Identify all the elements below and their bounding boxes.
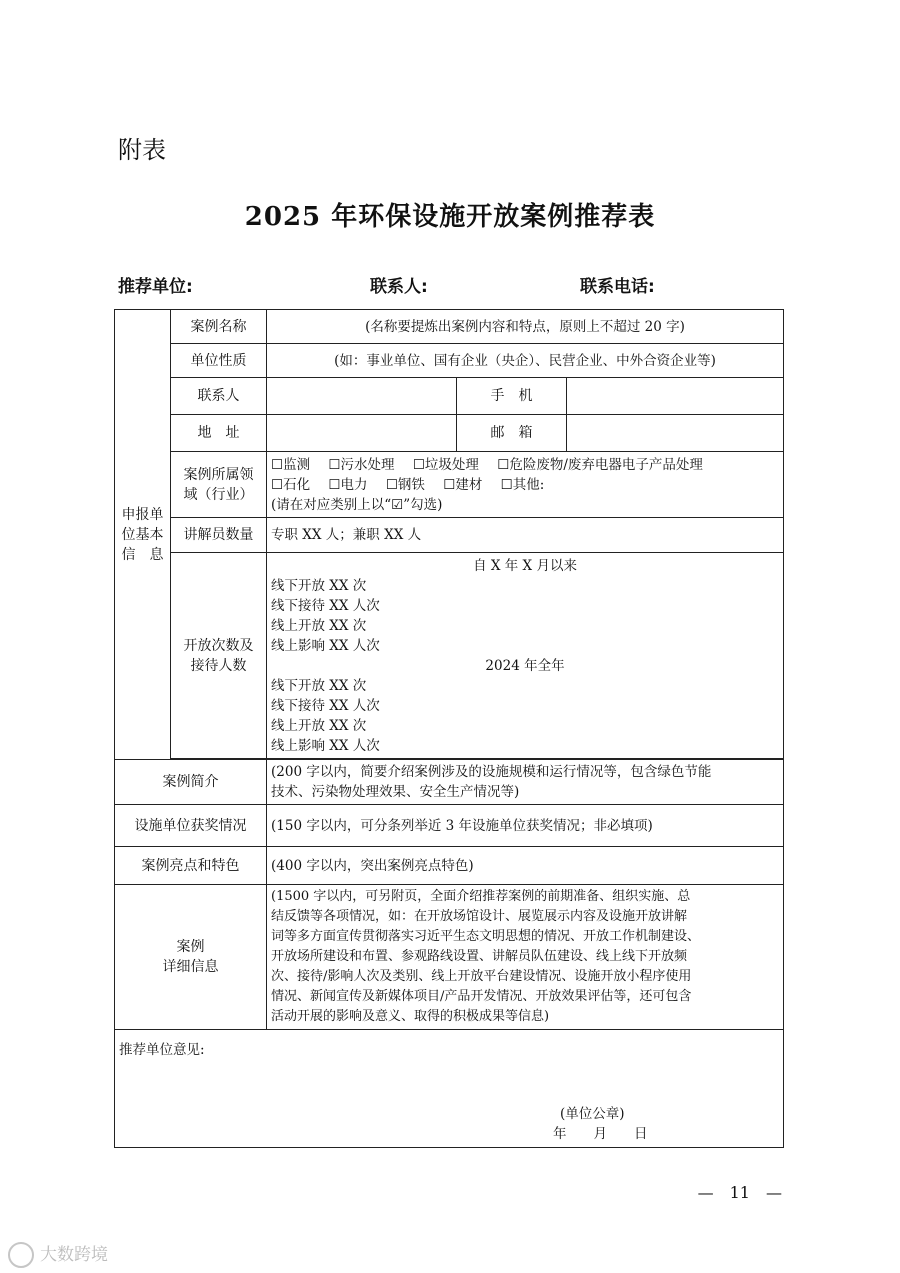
opinion-label: 推荐单位意见: [119,1042,205,1058]
awards-label: 设施单位获奖情况 [115,805,267,847]
case-name-field[interactable]: (名称要提炼出案例内容和特点，原则上不超过 20 字) [267,310,784,344]
visits-year-line: 线上开放 XX 次 [271,717,367,734]
recommendation-form-table [114,309,784,1148]
checkbox-steel[interactable]: ☐钢铁 [385,476,425,493]
details-hint-line: 词等多方面宣传贯彻落实习近平生态文明思想的情况、开放工作机制建设、 [271,929,701,944]
unit-type-field[interactable]: (如：事业单位、国有企业（央企）、民营企业、中外合资企业等) [267,344,784,378]
details-hint-line: 情况、新闻宣传及新媒体项目/产品开发情况、开放效果评估等，还可包含 [271,989,692,1004]
details-hint-line: 开放场所建设和布置、参观路线设置、讲解员队伍建设、线上线下开放频 [271,949,688,964]
checkbox-hazardous-waste[interactable]: ☐危险废物/废弃电器电子产品处理 [497,456,703,473]
email-field[interactable] [567,415,784,452]
domain-options [267,452,784,518]
details-hint-line: 次、接待/影响人次及类别、线上开放平台建设情况、设施开放小程序使用 [271,969,692,984]
guides-label: 讲解员数量 [171,518,267,553]
section-basic-info-label: 申报单 位基本 信 息 [115,310,171,760]
email-label: 邮 箱 [457,415,567,452]
unit-type-label: 单位性质 [171,344,267,378]
checkbox-petrochemical[interactable]: ☐石化 [271,476,311,493]
details-hint-line: 结反馈等各项情况，如：在开放场馆设计、展览展示内容及设施开放讲解 [271,909,688,924]
intro-field[interactable] [267,760,784,805]
visits-since-line: 线下开放 XX 次 [271,577,367,594]
case-name-label: 案例名称 [171,310,267,344]
details-label: 案例 详细信息 [115,885,267,1030]
checkbox-monitoring[interactable]: ☐监测 [271,456,311,473]
checkbox-garbage[interactable]: ☐垃圾处理 [412,456,479,473]
visits-year-line: 线下开放 XX 次 [271,677,367,694]
visits-field[interactable] [267,553,784,759]
awards-field[interactable]: (150 字以内，可分条列举近 3 年设施单位获奖情况；非必填项) [267,805,784,847]
seal-label: (单位公章) [560,1106,625,1122]
contact-person-label: 联系人: [370,277,428,297]
mobile-field[interactable] [567,378,784,415]
contact-phone-label: 联系电话: [580,277,655,297]
checkbox-building-materials[interactable]: ☐建材 [443,476,483,493]
domain-options-row-2 [271,475,779,495]
contact-label: 联系人 [171,378,267,415]
opinion-field[interactable] [115,1030,784,1148]
recommending-unit-label: 推荐单位: [118,277,193,297]
visits-since-line: 线下接待 XX 人次 [271,597,380,614]
checkbox-wastewater[interactable]: ☐污水处理 [328,456,395,473]
intro-label: 案例简介 [115,760,267,805]
address-label: 地 址 [171,415,267,452]
mobile-label: 手 机 [457,378,567,415]
visits-label: 开放次数及 接待人数 [171,553,267,759]
visits-since-line: 线上开放 XX 次 [271,617,367,634]
details-field[interactable] [267,885,784,1030]
contact-field[interactable] [267,378,457,415]
watermark: 大数跨境 [8,1240,108,1268]
visits-year-line: 线上影响 XX 人次 [271,737,380,754]
details-hint-line: (1500 字以内，可另附页，全面介绍推荐案例的前期准备、组织实施、总 [271,889,691,904]
details-hint-line: 活动开展的影响及意义、取得的积极成果等信息) [271,1009,550,1024]
page-number: — 11 — [697,1183,782,1202]
visits-since-heading: 自 X 年 X 月以来 [473,557,577,574]
intro-hint-line: (200 字以内，简要介绍案例涉及的设施规模和运行情况等，包含绿色节能 [271,764,712,780]
address-field[interactable] [267,415,457,452]
checkbox-power[interactable]: ☐电力 [328,476,368,493]
visits-year-line: 线下接待 XX 人次 [271,697,380,714]
domain-label: 案例所属领 域（行业） [171,452,267,518]
attachment-label: 附表 [118,136,166,164]
highlights-label: 案例亮点和特色 [115,847,267,885]
date-label: 年 月 日 [553,1126,648,1142]
watermark-logo-icon [8,1242,34,1268]
guides-field[interactable]: 专职 XX 人；兼职 XX 人 [267,518,784,553]
domain-options-row-1 [271,455,779,475]
highlights-field[interactable]: (400 字以内，突出案例亮点特色) [267,847,784,885]
form-title: 2025 年环保设施开放案例推荐表 [244,202,656,232]
visits-year-heading: 2024 年全年 [485,657,565,674]
visits-since-line: 线上影响 XX 人次 [271,637,380,654]
intro-hint-line: 技术、污染物处理效果、安全生产情况等) [271,784,520,800]
checkbox-other[interactable]: ☐其他: [500,476,545,493]
domain-check-note: (请在对应类别上以“☑”勾选) [271,496,443,513]
